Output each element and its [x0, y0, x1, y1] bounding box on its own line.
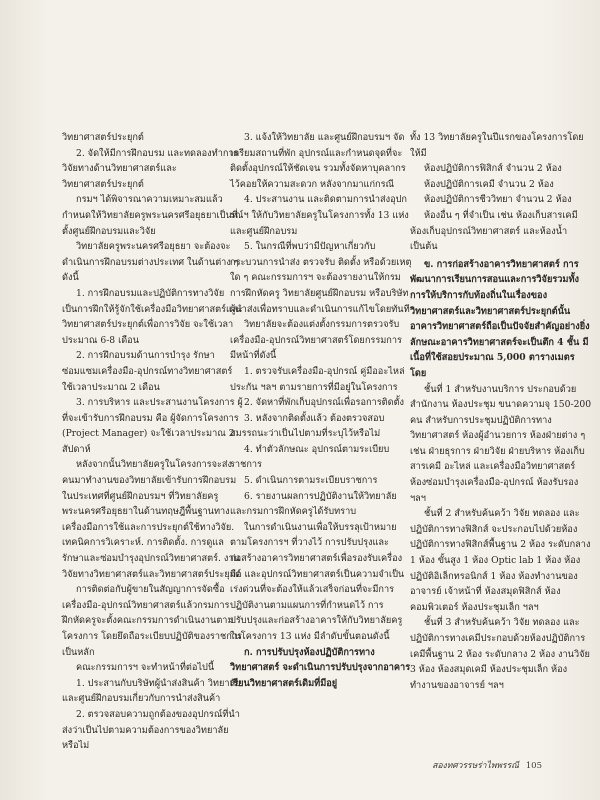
paragraph: 3. การบริหาร และประสานงานโครงการ ผู้ที่จะเข้ารับการฝึกอบรม คือ ผู้จัดการโครงการ (Project Manager) จะใช้เวลาประมาณ 2 สัปดาห์ [62, 397, 243, 455]
paragraph: วิทยาศาสตร์ประยุกต์ [62, 132, 144, 143]
paragraph: 2. การฝึกอบรมด้านการบำรุง รักษา ซ่อมแซมเครื่องมือ-อุปกรณ์ทางวิทยาศาสตร์ ใช้เวลาประมาณ 2 เดือน [62, 350, 233, 393]
text-column-2 [230, 130, 412, 691]
paragraph: ในการดำเนินงานเพื่อให้บรรลุเป้าหมายตามโครงการฯ ที่วางไว้ การปรับปรุงและก่อสร้างอาคารวิทยาศาสตร์เพื่อรองรับเครื่องมือ และอุปกรณ์วิทยาศาสตร์เป็นความจำเป็นเร่งด่วนที่จะต้องให้แล้วเสร็จก่อนที่จะมีการปฏิบัติงานตามแผนการที่กำหนดไว้ การปรับปรุงและก่อสร้างอาคารให้กับวิทยาลัยครูในโครงการ 13 แห่ง มีลำดับขั้นตอนดังนี้ [230, 521, 405, 642]
paragraph: 2. ตรวจสอบความถูกต้องของอุปกรณ์ที่นำส่งว่าเป็นไปตามความต้องการของวิทยาลัยหรือไม่ [62, 708, 240, 752]
paragraph: 4. ทำตัวลักษณะ อุปกรณ์ตามระเบียบราชการ [230, 443, 390, 471]
paragraph: การติดต่อกับผู้ขายในสัญญาการจัดซื้อเครื่องมือ-อุปกรณ์วิทยาศาสตร์แล้วกรมการฝึกหัดครูจะตั้งคณะกรรมการดำเนินงานตามโครงการ โดยยึดถือระเบียบปฏิบัติของราชการเป็นหลัก [62, 584, 242, 658]
paragraph: 1. ประสานกับบริษัทผู้นำส่งสินค้า วิทยาลัย และศูนย์ฝึกอบรมเกี่ยวกับการนำส่งสินค้า [62, 677, 241, 705]
text-column-3 [410, 130, 592, 693]
text-column-1 [62, 130, 244, 754]
paragraph: ห้องอื่น ๆ ที่จำเป็น เช่น ห้องเก็บสารเคมี ห้องเก็บอุปกรณ์วิทยาศาสตร์ และห้องน้ำ เป็นต้น [410, 209, 578, 253]
paragraph: ห้องปฏิบัติการเคมี จำนวน 2 ห้อง [424, 178, 554, 190]
paragraph: ห้องปฏิบัติการฟิสิกส์ จำนวน 2 ห้อง [424, 163, 562, 175]
paragraph: หลังจากนั้นวิทยาลัยครูในโครงการจะส่งคนมาทำงานของวิทยาลัยเข้ารับการฝึกอบรมในประเทศที่ศูนย์ฝึกอบรมฯ ที่วิทยาลัยครูพระนครศรีอยุธยาในด้านทฤษฎีพื้นฐานทางเครื่องมือการใช้และการประยุกต์ใช้ทางวิจัย. เทคนิคการวิเคราะห์. การติดตั้ง. การดูแลรักษาและซ่อมบำรุงอุปกรณ์วิทยาศาสตร์. งานวิจัยทางวิทยาศาสตร์และวิทยาศาสตร์ประยุกต์ [62, 459, 242, 580]
page-number: 105 [525, 761, 542, 771]
paragraph: 4. ประสานงาน และติดตามการนำส่งอุปกรณ์ฯ ให้กับวิทยาลัยครูในโครงการทั้ง 13 แห่ง และศูนย์ฝึกอบรม [230, 194, 409, 237]
paragraph: วิทยาลัยจะต้องแต่งตั้งกรรมการตรวจรับเครื่องมือ-อุปกรณ์วิทยาศาสตร์โดยกรรมการมีหน้าที่ดังนี้ [230, 319, 402, 362]
paragraph: 3. หลังจากติดตั้งแล้ว ต้องตรวจสอบสมรรถนะว่าเป็นไปตามที่ระบุไว้หรือไม่ [230, 412, 385, 440]
paragraph: คณะกรรมการฯ จะทำหน้าที่ต่อไปนี้ [76, 662, 215, 674]
section-heading-a: ก. การปรับปรุงห้องปฏิบัติการทางวิทยาศาสตร์ จะดำเนินการปรับปรุงจากอาคารเรียนวิทยาศาสตร์เดิมที่มีอยู่ [230, 646, 411, 689]
page-footer [432, 758, 542, 772]
paragraph: วิทยาลัยครูพระนครศรีอยุธยา จะต้องจะดำเนินการฝึกอบรมต่างประเทศ ในด้านต่าง ๆ ดังนี้ [62, 241, 239, 284]
paragraph: 2. จัดหาที่พักเก็บอุปกรณ์เพื่อรอการติดตั้ง [244, 397, 405, 409]
paragraph: ชั้นที่ 1 สำหรับงานบริการ ประกอบด้วย สำนักงาน ห้องประชุม ขนาดความจุ 150-200 คน สำหรับการประชุมปฏิบัติการทางวิทยาศาสตร์ ห้องผู้อำนวยการ ห้องฝ่ายต่าง ๆ เช่น ฝ่ายธุรการ ฝ่ายวิจัย ฝ่ายบริหาร ห้องเก็บสารเคมี อะไหล่ และเครื่องมือวิทยาศาสตร์ ห้องซ่อมบำรุงเครื่องมือ-อุปกรณ์ ห้องรับรอง ฯลฯ [410, 383, 592, 504]
paragraph: ชั้นที่ 3 สำหรับค้นคว้า วิจัย ทดลอง และปฏิบัติการทางเคมีประกอบด้วยห้องปฏิบัติการเคมีพื้นฐาน 2 ห้อง ระดับกลาง 2 ห้อง งานวิจัย 3 ห้อง ห้องสมุดเคมี ห้องประชุมเล็ก ห้องทำงานของอาจารย์ ฯลฯ [410, 617, 590, 691]
paragraph: 2. จัดให้มีการฝึกอบรม และทดลองทำการวิจัยทางด้านวิทยาศาสตร์และวิทยาศาสตร์ประยุกต์ [62, 147, 239, 190]
paragraph: ห้องปฏิบัติการชีววิทยา จำนวน 2 ห้อง [424, 194, 572, 206]
paragraph: ทั้ง 13 วิทยาลัยครูในปีแรกของโครงการโดยให้มี [410, 132, 584, 159]
paragraph: 1. ตรวจรับเครื่องมือ-อุปกรณ์ คู่มืออะไหล่ ประกัน ฯลฯ ตามรายการที่มีอยู่ในโครงการ [230, 365, 405, 393]
paragraph: 1. การฝึกอบรมและปฏิบัติการทางวิจัย เป็นการฝึกให้รู้จักใช้เครื่องมือวิทยาศาสตร์และวิทยาศาสตร์ประยุกต์เพื่อการวิจัย จะใช้เวลาประมาณ 6-8 เดือน [62, 287, 243, 346]
paragraph: กรมฯ ได้พิจารณาความเหมาะสมแล้วกำหนดให้วิทยาลัยครูพระนครศรีอยุธยาเป็นที่ตั้งศูนย์ฝึกอบรมและวิจัย [62, 194, 238, 237]
paragraph: 5. ในกรณีที่พบว่ามีปัญหาเกี่ยวกับกระบวนการนำส่ง ตรวจรับ ติดตั้ง หรือด้วยเหตุใด ๆ คณะกรรมการฯ จะต้องรายงานให้กรมการฝึกหัดครู วิทยาลัยศูนย์ฝึกอบรม หรือบริษัทผู้นำส่งเพื่อทราบและดำเนินการแก้ไขโดยทันที [230, 241, 412, 315]
paragraph: 6. รายงานผลการปฏิบัติงานให้วิทยาลัย และกรมการฝึกหัดครูได้รับทราบ [230, 490, 397, 518]
paragraph: 3. แจ้งให้วิทยาลัย และศูนย์ฝึกอบรมฯ จัดเตรียมสถานที่พัก อุปกรณ์และกำหนดจุดที่จะติดตั้งอุปกรณ์ให้ชัดเจน รวมทั้งจัดหาบุคลากรไว้คอยให้ความสะดวก หลังจากมาแก่กรณี [230, 132, 406, 190]
paragraph: ชั้นที่ 2 สำหรับค้นคว้า วิจัย ทดลอง และปฏิบัติการทางฟิสิกส์ จะประกอบไปด้วยห้องปฏิบัติการทางฟิสิกส์พื้นฐาน 2 ห้อง ระดับกลาง 1 ห้อง ขั้นสูง 1 ห้อง Optic lab 1 ห้อง ห้องปฏิบัติอิเล็กทรอนิกส์ 1 ห้อง ห้องทำงานของอาจารย์ เจ้าหน้าที่ ห้องสมุดฟิสิกส์ ห้องคอมพิวเตอร์ ห้องประชุมเล็ก ฯลฯ [410, 508, 591, 613]
paragraph: 5. ดำเนินการตามระเบียบราชการ [244, 475, 378, 487]
journal-title: สองทศวรรษร่าไพพรรณี [432, 761, 520, 771]
section-heading-b: ข. การก่อสร้างอาคารวิทยาศาสตร์ การพัฒนาการเรียนการสอนและการวิจัยรวมทั้งการให้บริการกับท้องถิ่นในเรื่องของวิทยาศาสตร์และวิทยาศาสตร์ประยุกต์นั้น อาคารวิทยาศาสตร์ถือเป็นปัจจัยสำคัญอย่างยิ่ง ลักษณะอาคารวิทยาศาสตร์จะเป็นตึก 4 ชั้น มีเนื้อที่ใช้สอยประมาณ 5,000 ตารางเมตร โดย [410, 258, 590, 379]
